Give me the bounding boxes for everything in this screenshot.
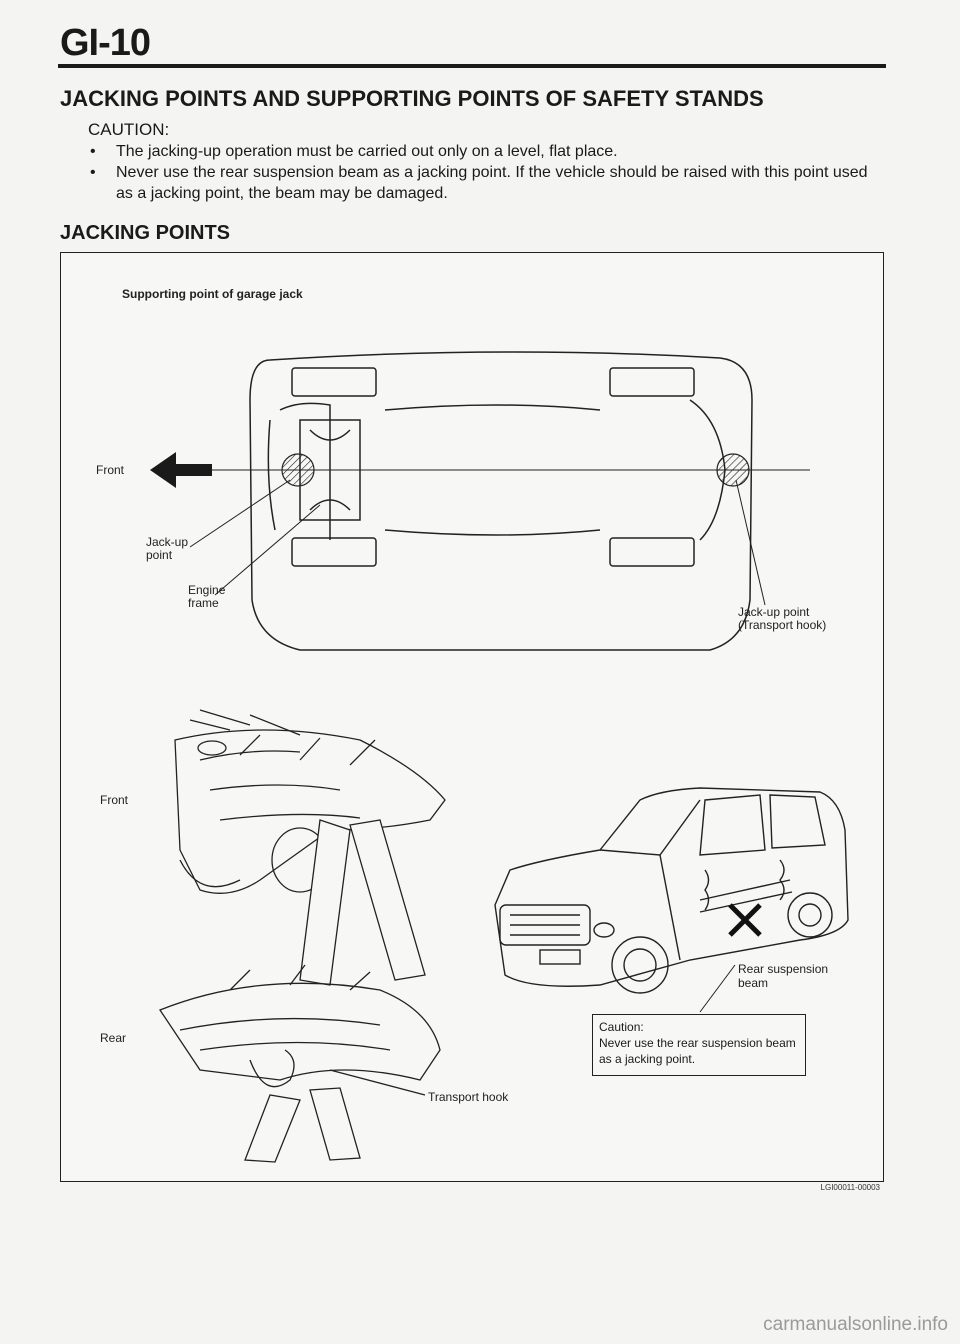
leader-rear-suspension — [700, 965, 735, 1012]
front-label: Front — [96, 463, 125, 477]
engine-frame-label-line1: Engine — [188, 583, 226, 597]
caution-box-title: Caution: — [599, 1020, 644, 1034]
caution-bullet-text: Never use the rear suspension beam as a jacking point. If the vehicle should be raised with this point used as a jacking point, the beam may be damaged. — [116, 164, 868, 202]
jackup-transport-label-line1: Jack-up point — [738, 605, 810, 619]
caution-bullet-text: The jacking-up operation must be carried out only on a level, flat place. — [116, 143, 618, 160]
transport-hook-label: Transport hook — [428, 1090, 509, 1104]
caution-box-text: Never use the rear suspension beam as a jacking point. — [599, 1036, 796, 1066]
leader-engine-frame — [215, 505, 320, 595]
supporting-point-label: Supporting point of garage jack — [122, 287, 303, 301]
chassis-top-view — [250, 352, 752, 650]
leader-jackup — [190, 480, 290, 547]
bullet-dot-icon: • — [90, 164, 96, 181]
jackup-transport-label-line2: (Transport hook) — [738, 618, 827, 632]
rear-suspension-label-line1: Rear suspension — [738, 962, 829, 976]
rear-underbody-illustration — [160, 965, 440, 1162]
page-title: JACKING POINTS AND SUPPORTING POINTS OF SAFETY STANDS — [60, 86, 764, 111]
jackup-point-label-line1: Jack-up — [146, 535, 189, 549]
caution-box — [592, 1014, 806, 1076]
rear-view-label: Rear — [100, 1031, 127, 1045]
caution-heading: CAUTION: — [88, 120, 170, 139]
front-arrow-icon — [150, 452, 212, 488]
watermark: carmanualsonline.info — [763, 1314, 948, 1335]
page-code: GI-10 — [60, 22, 151, 64]
front-view-label: Front — [100, 793, 129, 807]
rear-suspension-label-line2: beam — [738, 976, 769, 990]
section-title: JACKING POINTS — [60, 222, 231, 244]
bullet-dot-icon: • — [90, 143, 96, 160]
engine-frame-label-line2: frame — [188, 596, 219, 610]
front-underbody-illustration — [175, 710, 445, 985]
figure-code: LGI00011-00003 — [820, 1183, 880, 1192]
jackup-point-label-line2: point — [146, 548, 173, 562]
